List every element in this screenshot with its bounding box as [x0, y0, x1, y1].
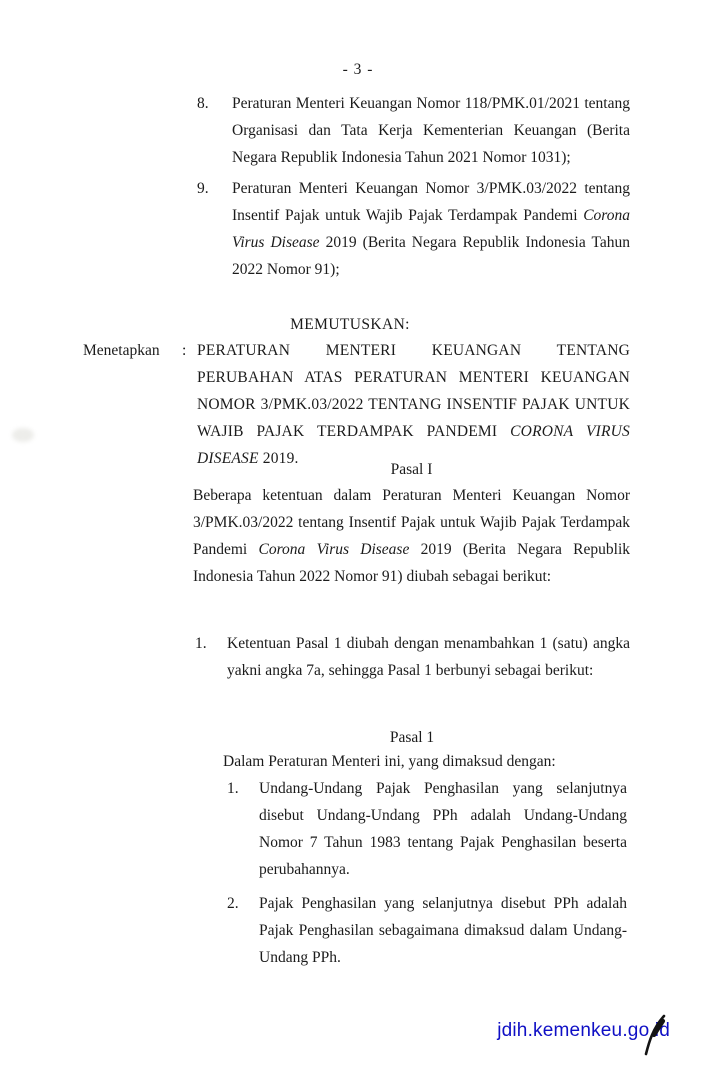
- jdih-watermark-link[interactable]: jdih.kemenkeu.go.id: [497, 1020, 670, 1041]
- item-text: Undang-Undang Pajak Penghasilan yang selanjutnya disebut Undang-Undang PPh adalah Undang-Undang Nomor 7 Tahun 1983 tentang Pajak Penghasilan beserta perubahannya.: [259, 780, 627, 878]
- item-text: Pajak Penghasilan yang selanjutnya disebut PPh adalah Pajak Penghasilan sebagaimana dimaksud dalam Undang-Undang PPh.: [259, 895, 627, 966]
- item-number: 8.: [197, 95, 209, 112]
- pasal-1-intro: Dalam Peraturan Menteri ini, yang dimaksud dengan:: [223, 753, 556, 770]
- item-number: 9.: [197, 180, 209, 197]
- menetapkan-label: Menetapkan: [83, 342, 160, 359]
- scan-smudge: [12, 428, 34, 442]
- pasal-i-heading: Pasal I: [390, 461, 433, 478]
- item-text: [232, 175, 630, 283]
- pasal-i-intro-italic: Corona Virus Disease: [258, 541, 410, 558]
- menetapkan-text-segment: 2019.: [258, 450, 299, 467]
- pasal-i-intro: [193, 482, 630, 590]
- item-text-italic: Corona Virus Disease: [232, 207, 630, 251]
- pasal-i-intro-segment: 2019 (Berita Negara Republik Indonesia Tahun 2022 Nomor 91) diubah sebagai berikut:: [193, 541, 631, 585]
- memutuskan-heading: MEMUTUSKAN:: [290, 316, 410, 333]
- item-text: Ketentuan Pasal 1 diubah dengan menambahkan 1 (satu) angka yakni angka 7a, sehingga Pasal 1 berbunyi sebagai berikut:: [227, 635, 630, 679]
- definition-item-2: [227, 890, 627, 971]
- menetapkan-text-italic: CORONA VIRUS DISEASE: [197, 423, 630, 467]
- pasal-i-intro-segment: Beberapa ketentuan dalam Peraturan Menteri Keuangan Nomor 3/PMK.03/2022 tentang Insentif Pajak untuk Wajib Pajak Terdampak Pandemi: [193, 487, 630, 558]
- menetapkan-row: [83, 337, 630, 472]
- item-number: 2.: [227, 895, 239, 912]
- menetapkan-colon: :: [182, 342, 187, 359]
- menetapkan-text: [197, 337, 630, 472]
- pasal-1-heading: Pasal 1: [389, 729, 435, 746]
- menetapkan-text-segment: PERATURAN MENTERI KEUANGAN TENTANG PERUBAHAN ATAS PERATURAN MENTERI KEUANGAN NOMOR 3/PMK.03/2022 TENTANG INSENTIF PAJAK UNTUK WAJIB PAJAK TERDAMPAK PANDEMI: [197, 342, 630, 440]
- item-text-segment: Peraturan Menteri Keuangan Nomor 3/PMK.03/2022 tentang Insentif Pajak untuk Wajib Pajak Terdampak Pandemi: [232, 180, 630, 224]
- item-text-segment: 2019 (Berita Negara Republik Indonesia Tahun 2022 Nomor 91);: [232, 234, 631, 278]
- definitions-list: [227, 775, 627, 971]
- pen-stroke-mark: [636, 1008, 681, 1078]
- amendment-item-1: [195, 630, 630, 684]
- legal-basis-list: [197, 90, 630, 283]
- item-number: 1.: [195, 635, 207, 652]
- item-text: Peraturan Menteri Keuangan Nomor 118/PMK.01/2021 tentang Organisasi dan Tata Kerja Kementerian Keuangan (Berita Negara Republik Indonesia Tahun 2021 Nomor 1031);: [232, 95, 630, 166]
- definition-item-1: [227, 775, 627, 883]
- page-number: - 3 -: [342, 61, 374, 78]
- legal-basis-item-8: [197, 90, 630, 171]
- item-number: 1.: [227, 780, 239, 797]
- legal-basis-item-9: [197, 175, 630, 283]
